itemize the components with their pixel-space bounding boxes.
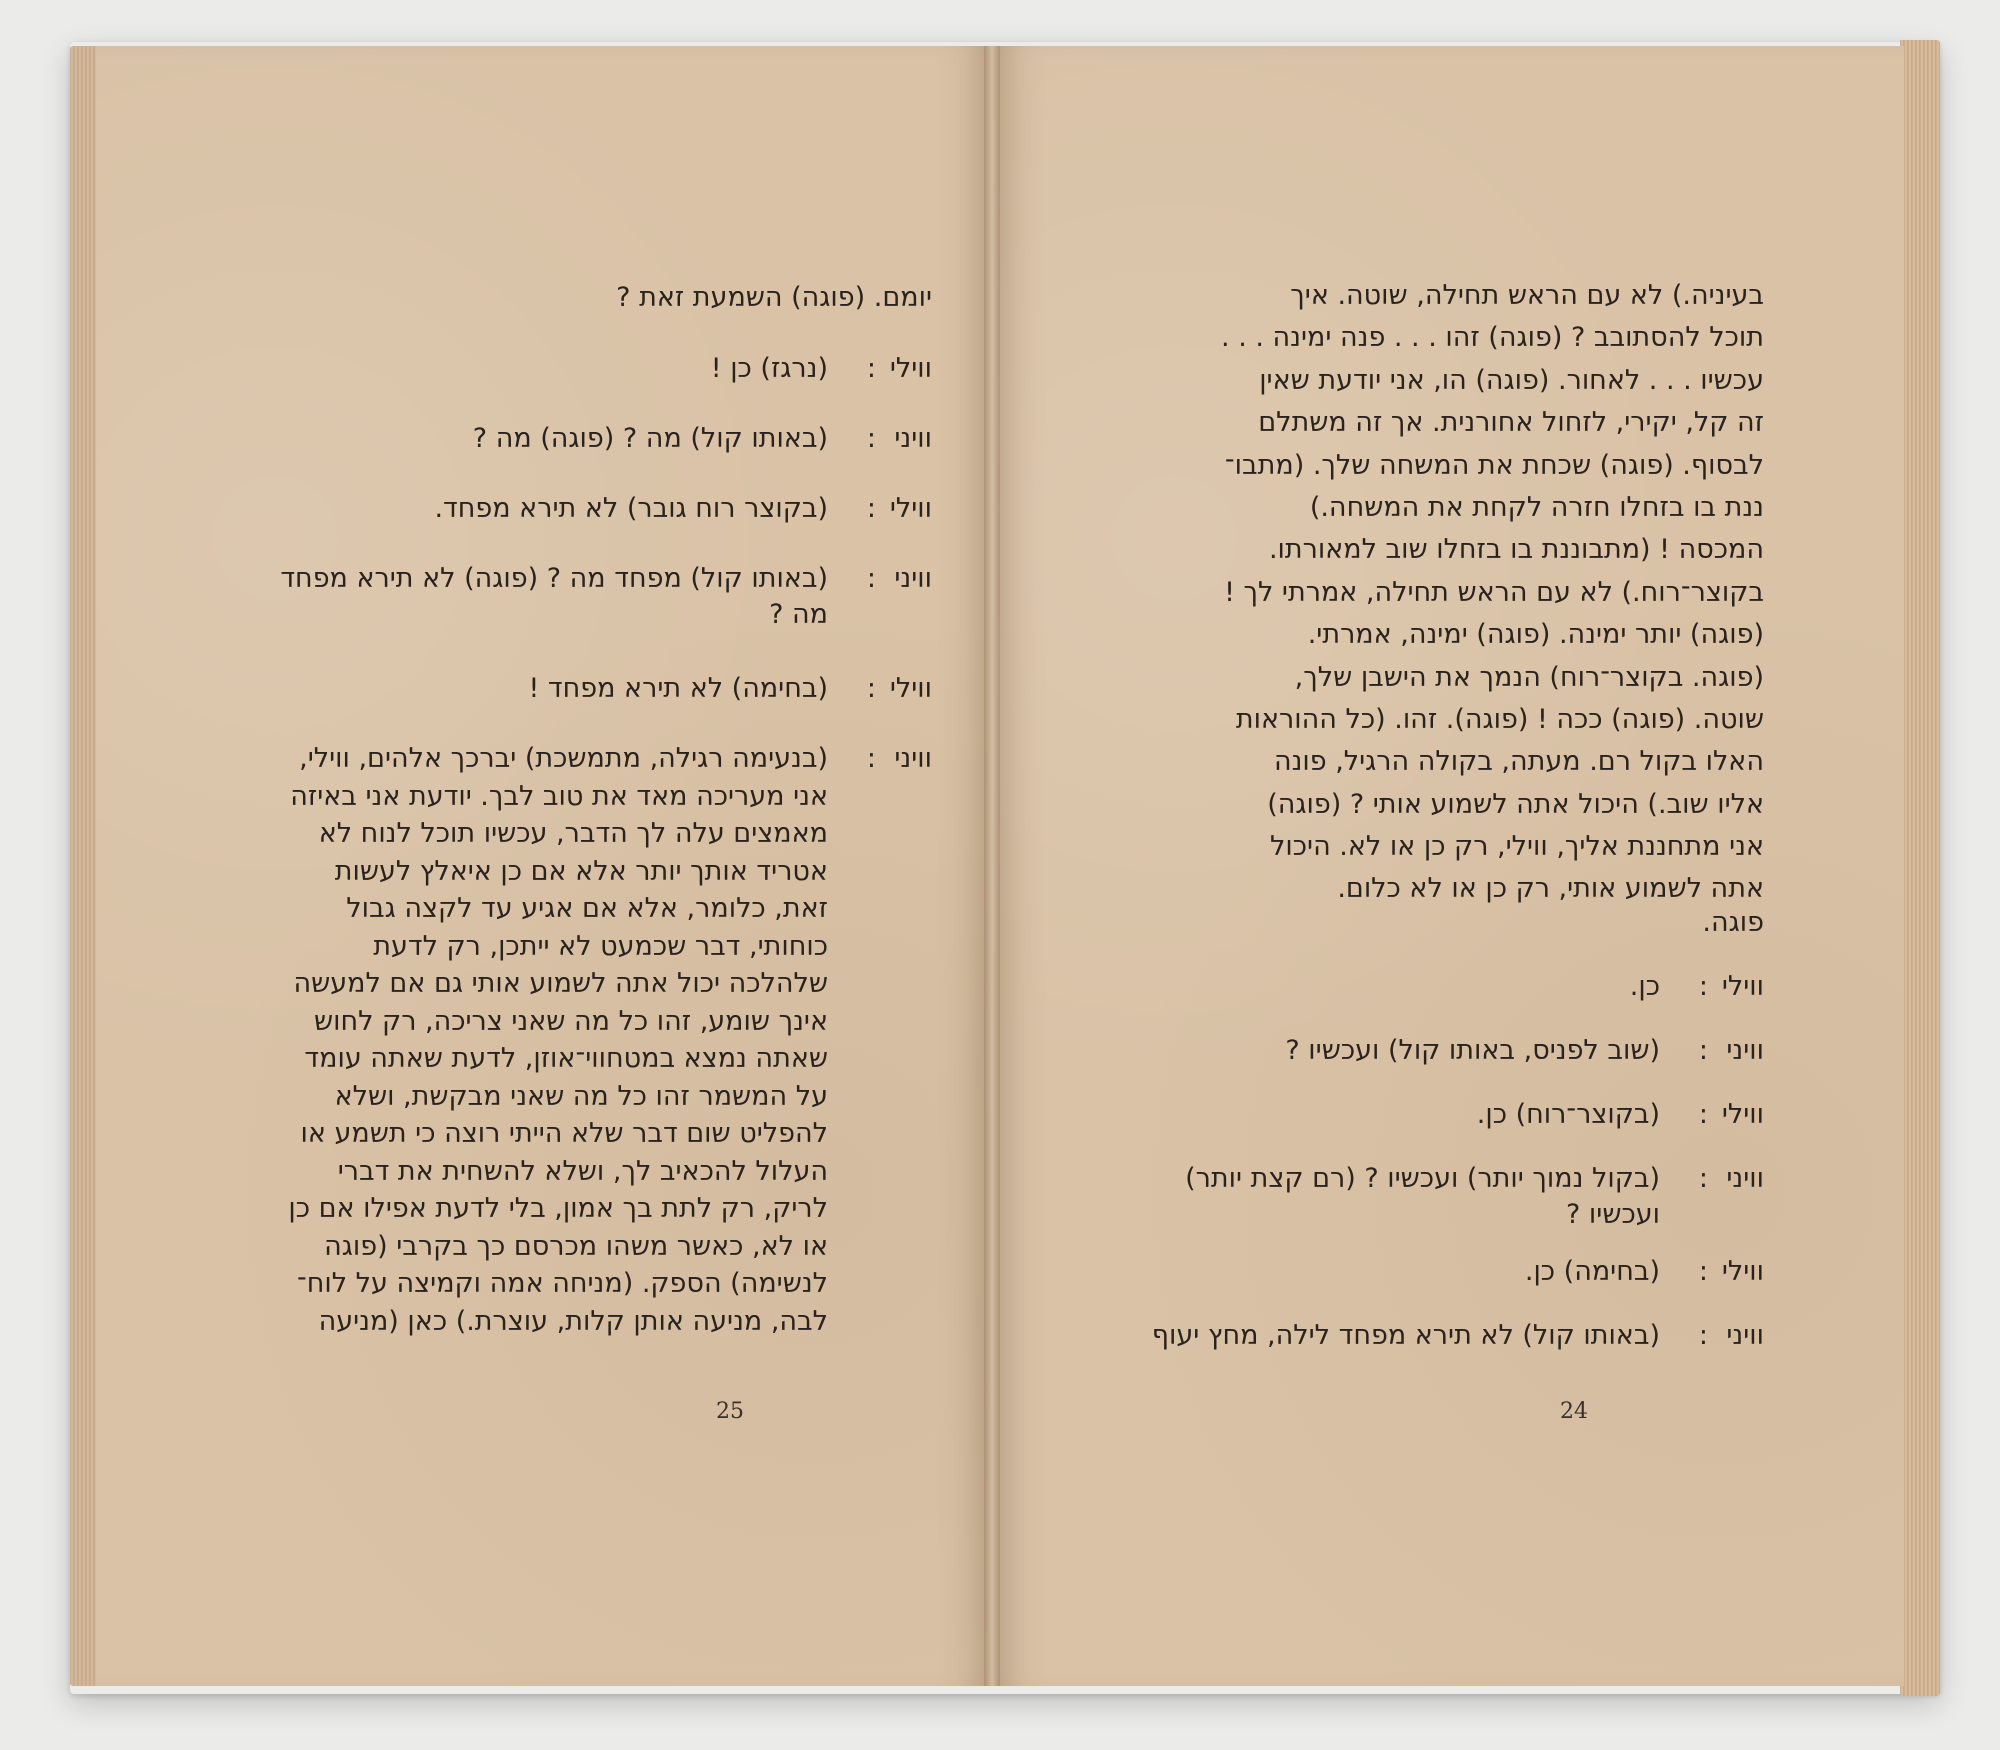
prose-line: (פוגה. בקוצר־רוח) הנמך את הישבן שלך, xyxy=(1294,661,1764,693)
dialogue-line xyxy=(168,671,828,707)
dialogue-line xyxy=(168,421,828,457)
dialogue-text-line: כן. xyxy=(1629,971,1660,1002)
prose-line: זה קל, יקירי, לזחול אחורנית. אך זה משתלם xyxy=(1258,407,1764,439)
speaker-colon: : xyxy=(866,563,876,594)
left-page xyxy=(96,46,992,1686)
dialogue-text-line: העלול להכאיב לך, ושלא להשחית את דברי xyxy=(337,1155,828,1187)
page-number-right: 24 xyxy=(1560,1399,1588,1424)
prose-line: ננת בו בזחלו חזרה לקחת את המשחה.) xyxy=(1309,491,1764,523)
dialogue-text-line: (באותו קול) לא תירא מפחד לילה, מחץ יעוף xyxy=(1151,1320,1660,1351)
right-page xyxy=(992,46,1904,1686)
speaker-name: ווילי xyxy=(1721,1099,1764,1130)
dialogue-line xyxy=(1080,969,1660,1005)
dialogue-text-line: לבה, מניעה אותן קלות, עוצרת.) כאן (מניעה xyxy=(318,1305,828,1337)
dialogue-line xyxy=(1080,1254,1660,1290)
dialogue-text-line: (באותו קול) מה ? (פוגה) מה ? xyxy=(472,423,828,454)
dialogue-text-line: (שוב לפניס, באותו קול) ועכשיו ? xyxy=(1285,1035,1660,1066)
dialogue-text-line: (בחימה) לא תירא מפחד ! xyxy=(528,673,828,704)
speaker-name: ווילי xyxy=(1721,1256,1764,1287)
dialogue-text-line: זאת, כלומר, אלא אם אגיע עד לקצה גבול xyxy=(346,893,828,924)
speaker-name: ווילי xyxy=(889,353,932,384)
dialogue-text-line: ועכשיו ? xyxy=(1566,1199,1660,1230)
prose-line: המכסה ! (מתבוננת בו בזחלו שוב למאורתו. xyxy=(1268,534,1764,566)
dialogue-text-line: (נרגז) כן ! xyxy=(710,353,828,384)
dialogue-text-line: מה ? xyxy=(769,599,828,630)
speaker-colon: : xyxy=(1698,1035,1708,1066)
dialogue-line xyxy=(168,741,828,1341)
fugue-direction: פוגה. xyxy=(1702,907,1764,938)
dialogue-text-line: (בחימה) כן. xyxy=(1524,1256,1660,1287)
speaker-name: וויני xyxy=(894,423,932,454)
dialogue-text-line: אטריד אותך יותר אלא אם כן איאלץ לעשות xyxy=(334,855,828,887)
prose-line: האלו בקול רם. מעתה, בקולה הרגיל, פונה xyxy=(1273,746,1764,778)
dialogue-line xyxy=(1080,1318,1660,1354)
dialogue-line xyxy=(1080,1033,1660,1069)
dialogue-text-line: (בקוצר־רוח) כן. xyxy=(1476,1099,1660,1130)
speaker-colon: : xyxy=(1698,1163,1708,1194)
dialogue-text-line: שאתה נמצא במטחווי־אוזן, לדעת שאתה עומד xyxy=(304,1043,828,1074)
speaker-name: וויני xyxy=(1726,1035,1764,1066)
speaker-colon: : xyxy=(1698,1320,1708,1351)
dialogue-text-line: כוחותי, דבר שכמעט לא ייתכן, רק לדעת xyxy=(373,930,828,962)
dialogue-text-line: יומם. (פוגה) השמעת זאת ? xyxy=(616,282,932,313)
page-number-left: 25 xyxy=(716,1399,744,1424)
speaker-colon: : xyxy=(866,493,876,524)
prose-line: אני מתחננת אליך, ווילי, רק כן או לא. היכול xyxy=(1270,831,1764,863)
dialogue-text-line: שלהלכה יכול אתה לשמוע אותי גם אם למעשה xyxy=(293,968,828,999)
dialogue-text-line: לנשימה) הספק. (מניחה אמה וקמיצה על לוח־ xyxy=(297,1268,828,1299)
dialogue-line xyxy=(168,561,828,633)
dialogue-text-line: (בנעימה רגילה, מתמשכת) יברכך אלהים, ווילי, xyxy=(299,743,828,774)
dialogue-text-line: (באותו קול) מפחד מה ? (פוגה) לא תירא מפחד xyxy=(280,563,828,594)
speaker-name: וויני xyxy=(894,743,932,774)
page-edges-right xyxy=(1900,40,1940,1696)
stage-direction-paragraph xyxy=(1104,275,1764,911)
prose-line: בעיניה.) לא עם הראש תחילה, שוטה. איך xyxy=(1290,280,1764,311)
book-gutter xyxy=(984,46,1000,1686)
speaker-name: וויני xyxy=(894,563,932,594)
prose-line: בקוצר־רוח.) לא עם הראש תחילה, אמרתי לך ! xyxy=(1224,576,1764,608)
dialogue-text-line: להפליט שום דבר שלא הייתי רוצה כי תשמע או xyxy=(300,1118,828,1149)
dialogue-text-line: לריק, רק לתת בך אמון, בלי לדעת אפילו אם כן xyxy=(288,1193,828,1224)
prose-line: עכשיו . . . לאחור. (פוגה) הו, אני יודעת שאין xyxy=(1259,364,1764,396)
speaker-name: וויני xyxy=(1726,1163,1764,1194)
prose-line: אתה לשמוע אותי, רק כן או לא כלום. xyxy=(1337,873,1764,905)
speaker-name: ווילי xyxy=(1721,971,1764,1002)
dialogue-text-line: (בקוצר רוח גובר) לא תירא מפחד. xyxy=(434,493,828,524)
dialogue-text-line: (בקול נמוך יותר) ועכשיו ? (רם קצת יותר) xyxy=(1185,1163,1660,1194)
speaker-colon: : xyxy=(866,423,876,454)
speaker-colon: : xyxy=(866,673,876,704)
speaker-colon: : xyxy=(1698,1099,1708,1130)
prose-line: אליו שוב.) היכול אתה לשמוע אותי ? (פוגה) xyxy=(1267,788,1764,820)
speaker-colon: : xyxy=(866,743,876,774)
speaker-name: ווילי xyxy=(889,493,932,524)
prose-line: (פוגה) יותר ימינה. (פוגה) ימינה, אמרתי. xyxy=(1307,619,1764,651)
speaker-colon: : xyxy=(1698,1256,1708,1287)
prose-line: תוכל להסתובב ? (פוגה) זהו . . . פנה ימינה . . . xyxy=(1221,322,1764,354)
dialogue-line xyxy=(1080,1161,1660,1233)
dialogue-line xyxy=(1080,1097,1660,1133)
dialogue-text-line: על המשמר זהו כל מה שאני מבקשת, ושלא xyxy=(334,1080,828,1112)
dialogue-text-line: אני מעריכה מאד את טוב לבך. יודעת אני באיזה xyxy=(290,780,828,812)
dialogue-text-line: או לא, כאשר משהו מכרסם כך בקרבי (פוגה xyxy=(324,1230,828,1262)
dialogue-text-line: אינך שומע, זהו כל מה שאני צריכה, רק לחוש xyxy=(313,1005,828,1037)
speaker-name: וויני xyxy=(1726,1320,1764,1351)
speaker-colon: : xyxy=(866,353,876,384)
dialogue-line xyxy=(168,491,828,527)
prose-line: שוטה. (פוגה) ככה ! (פוגה). זהו. (כל ההוראות xyxy=(1235,703,1764,735)
speaker-colon: : xyxy=(1698,971,1708,1002)
speaker-name: ווילי xyxy=(889,673,932,704)
dialogue-line xyxy=(272,280,932,316)
dialogue-text-line: מאמצים עלה לך הדבר, עכשיו תוכל לנוח לא xyxy=(318,818,828,849)
dialogue-line xyxy=(168,351,828,387)
prose-line: לבסוף. (פוגה) שכחת את המשחה שלך. (מתבו־ xyxy=(1224,449,1764,481)
